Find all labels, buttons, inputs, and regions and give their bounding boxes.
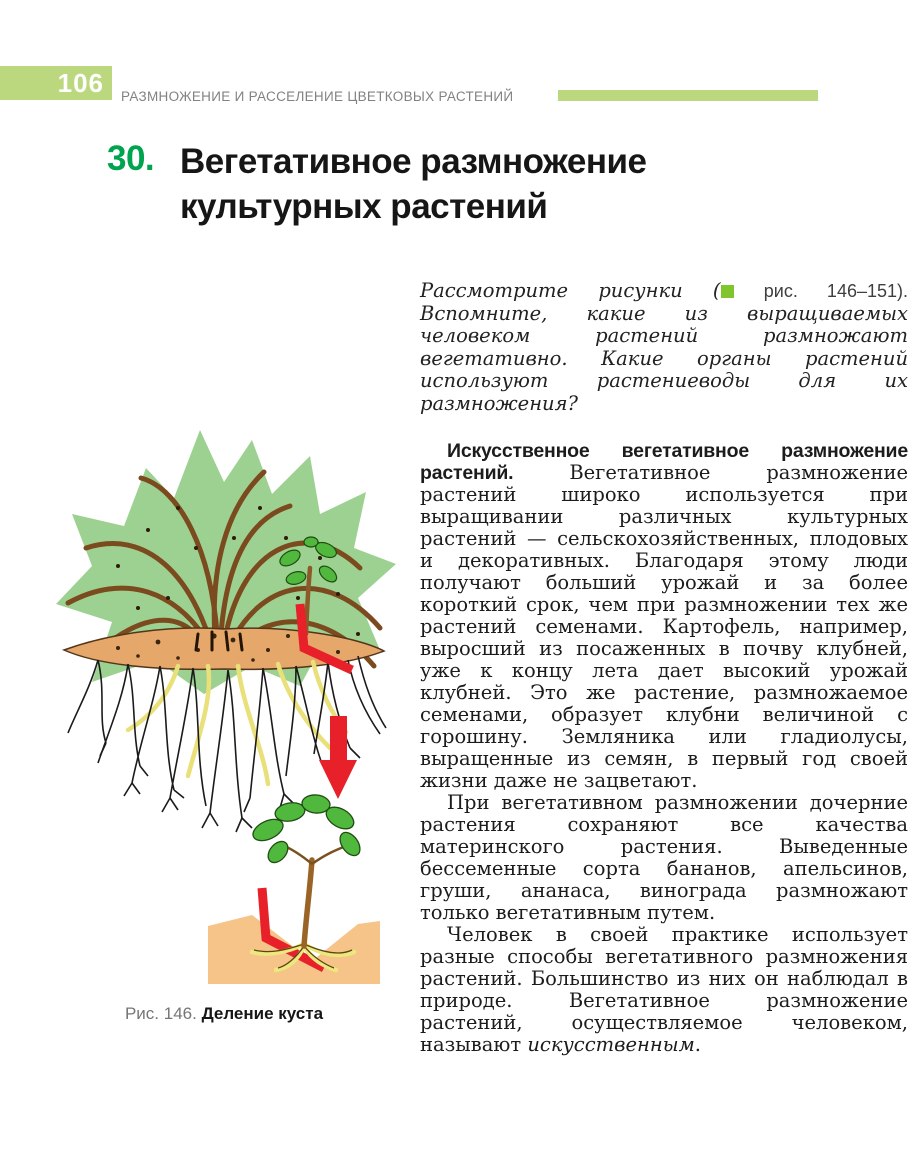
bush-division-illustration: [28, 398, 420, 998]
page-number: 106: [57, 68, 104, 98]
paragraph-3-period: .: [694, 1033, 701, 1056]
text-column: [420, 280, 908, 1056]
figure-caption-text: Деление куста: [201, 1004, 324, 1023]
paragraph-3-italic-word: искусственным: [527, 1033, 695, 1056]
paragraph-3-text: Человек в своей практике использует разные способы вегетативного размножения растений. Большинство из них он наблюдал в природе. Вегетативное размножение растений, осуществляемое человеком, называют: [420, 923, 908, 1056]
intro-figure-ref: рис. 146–151).: [763, 281, 909, 301]
running-head: РАЗМНОЖЕНИЕ И РАССЕЛЕНИЕ ЦВЕТКОВЫХ РАСТЕНИЙ: [121, 89, 514, 104]
intro-question-paragraph: [420, 280, 908, 415]
figure-division-of-bush: [28, 398, 420, 998]
section-title: [180, 139, 740, 229]
paragraph-1: [420, 440, 908, 792]
green-square-icon: [721, 285, 734, 298]
figure-caption: [28, 1004, 420, 1024]
figure-caption-label: Рис. 146.: [124, 1004, 197, 1023]
header-green-rule: [558, 90, 818, 101]
section-title-line1: Вегетативное размножение: [180, 142, 647, 181]
paragraph-1-lead: Искусственное вегетативное размножение растений.: [420, 440, 908, 484]
intro-text-before-ref: Рассмотрите рисунки (: [420, 279, 721, 302]
paragraph-1-text: Вегетативное размножение растений широко используется при выращивании различных культурных растений — сельскохозяйственных, плодовых и декоративных. Благодаря этому люди получают больший урожай и за более короткий срок, чем при размножении тех же растений семенами. Картофель, например, выросший из посаженных в почву клубней, уже к концу лета дает высокий урожай клубней. Это же растение, размножаемое семенами, образует клубни величиной с горошину. Земляника или гладиолусы, выращенные из семян, в первый год своей жизни даже не зацветают.: [420, 461, 908, 792]
paragraph-3: [420, 924, 908, 1056]
section-number: 30.: [107, 139, 155, 178]
red-down-arrow-icon: [319, 716, 357, 799]
transplant-leaves: [250, 794, 364, 867]
page-number-box: [0, 66, 112, 100]
intro-text-after-ref: Вспомните, какие из выращиваемых человеком растений размножают вегетативно. Какие органы растений используют растениеводы для их размножения?: [420, 301, 908, 415]
paragraph-2: При вегетативном размножении дочерние растения сохраняют все качества материнского растения. Выведенные бессеменные сорта бананов, апельсинов, груши, ананаса, винограда размножают только вегетативным путем.: [420, 791, 908, 924]
section-title-line2: культурных растений: [180, 187, 548, 226]
